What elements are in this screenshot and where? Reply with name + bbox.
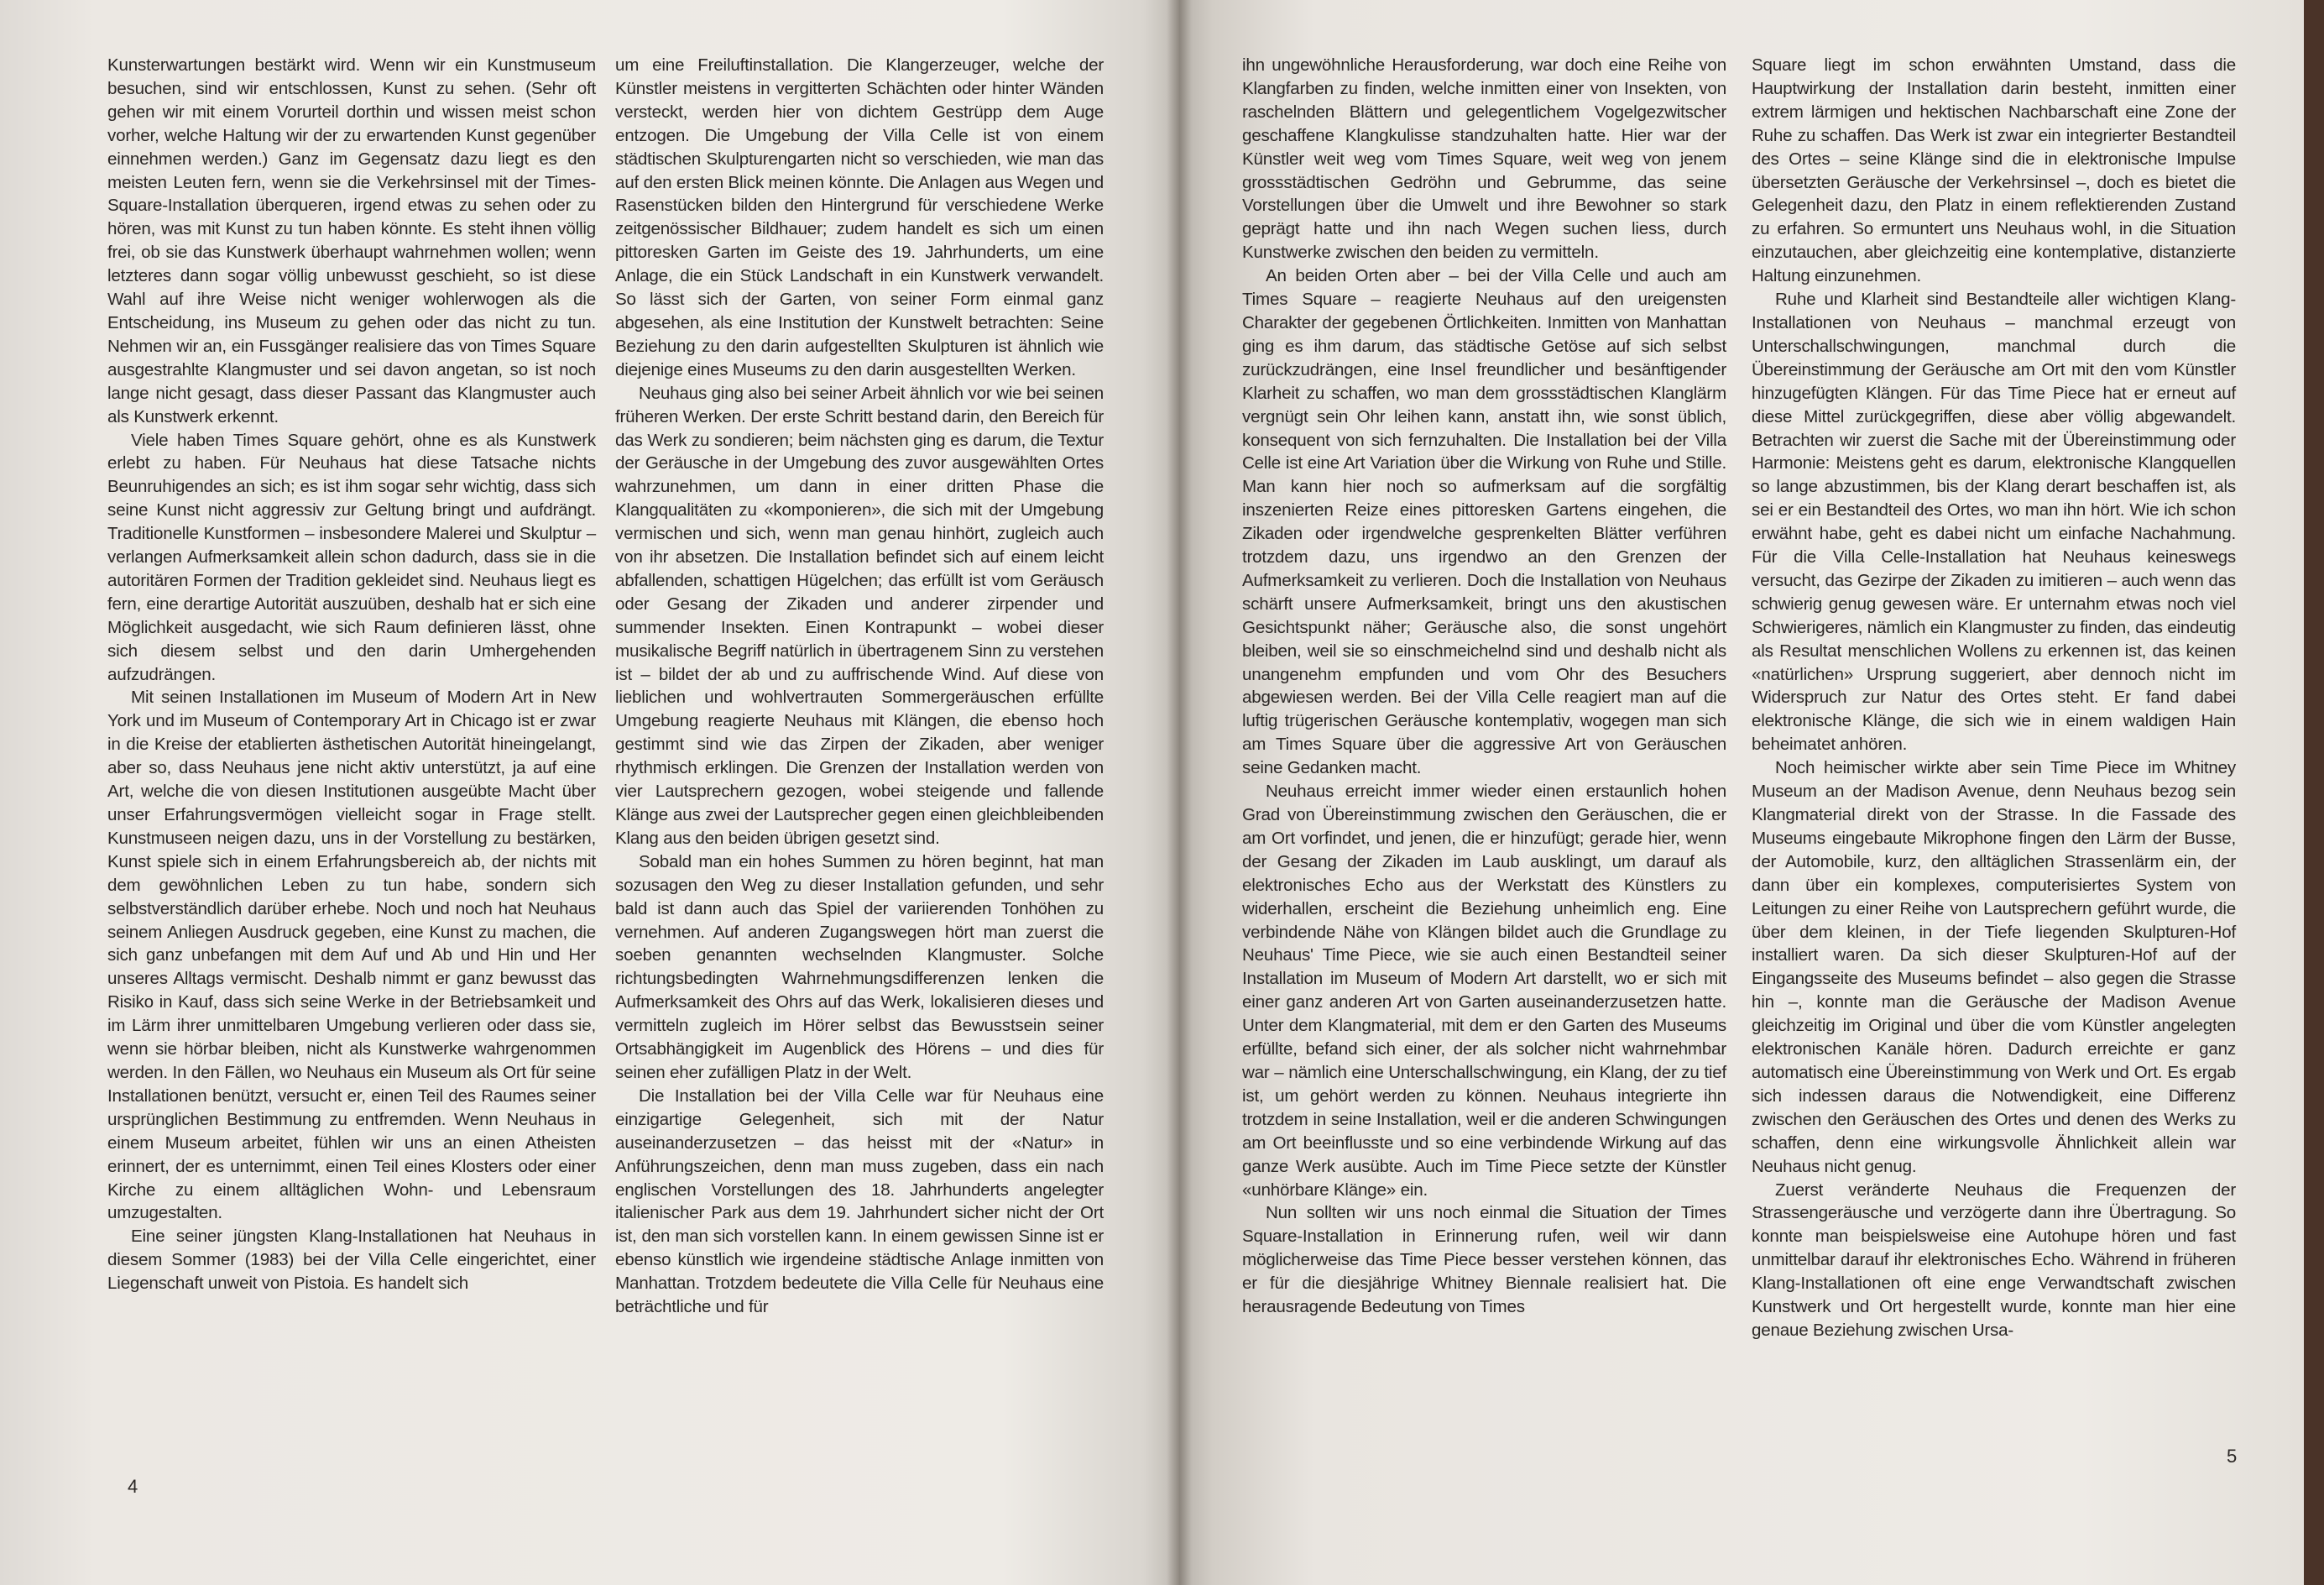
right-column-1 bbox=[1242, 54, 1726, 1319]
paragraph: Neuhaus ging also bei seiner Arbeit ähnlich vor wie bei seinen früheren Werken. Der erste Schritt bestand darin, den Bereich für das Werk zu sondieren; beim nächsten ging es darum, die Textur der Geräusche in der Umgebung des zuvor ausgewählten Ortes wahrzunehmen, um dann in einer dritten Phase die Klangqualitäten zu «komponieren», die sich mit der Umgebung vermischen und sich, wenn man genau hinhört, zugleich auch von ihr absetzen. Die Installation befindet sich auf einem leicht abfallenden, schattigen Hügelchen; das erfüllt ist vom Geräusch oder Gesang der Zikaden und anderer zirpender und summender Insekten. Einen Kontrapunkt – wobei dieser musikalische Begriff natürlich in übertragenem Sinn zu verstehen ist – bildet der ab und zu auffrischende Wind. Auf diese von lieblichen und wohlvertrauten Sommergeräuschen erfüllte Umgebung reagierte Neuhaus mit Klängen, die ebenso hoch gestimmt sind wie das Zirpen der Zikaden, aber weniger rhythmisch erklingen. Die Grenzen der Installation werden von vier Lautsprechern gezogen, wobei steigende und fallende Klänge aus zwei der Lautsprecher gegen einen gleichbleibenden Klang aus den beiden übrigen gesetzt sind. bbox=[615, 383, 1104, 848]
paragraph: Ruhe und Klarheit sind Bestandteile aller wichtigen Klang-Installationen von Neuhaus – manchmal erzeugt von Unterschallschwingungen, manchmal durch die Übereinstimmung der Geräusche am Ort mit den vom Künstler hinzugefügten Klängen. Für das Time Piece hat er erneut auf diese Mittel zurückgegriffen, diese aber völlig abgewandelt. Betrachten wir zuerst die Sache mit der Übereinstimmung oder Harmonie: Meistens geht es darum, elektronische Klangquellen so lange abzustimmen, bis der Klang derart beschaffen ist, als sei er ein Bestandteil des Ortes, wo man ihn hört. Wie ich schon erwähnt habe, geht es dabei nicht um einfache Nachahmung. Für die Villa Celle-Installation hat Neuhaus keineswegs versucht, das Gezirpe der Zikaden zu imitieren – auch wenn das schwierig genug gewesen wäre. Er unternahm etwas noch viel Schwierigeres, nämlich ein Klangmuster zu finden, das eindeutig als Resultat menschlichen Wollens zu erkennen ist, das keinen «natürlichen» Ursprung suggeriert, aber dennoch nicht im Widerspruch zur Natur des Ortes steht. Er fand dabei elektronische Klänge, die sich wie in einem waldigen Hain beheimatet anhören. bbox=[1752, 290, 2236, 755]
paragraph: Noch heimischer wirkte aber sein Time Piece im Whitney Museum an der Madison Avenue, denn Neuhaus bezog sein Klangmaterial direkt von der Strasse. In die Fassade des Museums eingebaute Mikrophone fingen den Lärm der Busse, der Automobile, kurz, den alltäglichen Strassenlärm ein, der dann über ein komplexes, computerisiertes System von Leitungen zu einer Reihe von Lautsprechern geführt wurde, die über dem kleinen, in der Tiefe liegenden Skulpturen-Hof installiert waren. Da sich dieser Skulpturen-Hof auf der Eingangsseite des Museums befindet – also gegen die Strasse hin –, konnte man die Geräusche der Madison Avenue gleichzeitig im Original und über die vom Künstler angelegten elektronischen Kanäle hören. Dadurch erreichte er ganz automatisch eine Übereinstimmung von Werk und Ort. Es ergab sich indessen daraus die Notwendigkeit, eine Differenz zwischen den Geräuschen des Ortes und denen des Werks zu schaffen, denn eine wirkungsvolle Ähnlichkeit allein war Neuhaus nicht genug. bbox=[1752, 758, 2236, 1176]
paragraph: Nun sollten wir uns noch einmal die Situation der Times Square-Installation in Erinnerung rufen, weil wir dann möglicherweise das Time Piece besser verstehen können, das er für die diesjährige Whitney Biennale realisiert hat. Die herausragende Bedeutung von Times bbox=[1242, 1203, 1726, 1317]
page-number-left: 4 bbox=[128, 1476, 138, 1497]
page-number-right: 5 bbox=[2227, 1446, 2238, 1467]
right-column-2 bbox=[1752, 54, 2236, 1342]
paragraph: Sobald man ein hohes Summen zu hören beginnt, hat man sozusagen den Weg zu dieser Installation gefunden, und sehr bald ist dann auch das Spiel der variierenden Tonhöhen zu vernehmen. Auf anderen Zugangswegen hört man zuerst die soeben genannten wechselnden Klangmuster. Solche richtungsbedingten Wahrnehmungsdifferenzen lenken die Aufmerksamkeit des Ohrs auf das Werk, lokalisieren dieses und vermitteln zugleich im Hörer selbst das Bewusstsein seiner Ortsabhängigkeit im Augenblick des Hörens – und dies für seinen eher zufälligen Platz in der Welt. bbox=[615, 851, 1104, 1082]
paragraph: Kunsterwartungen bestärkt wird. Wenn wir ein Kunstmuseum besuchen, sind wir entschlossen, Kunst zu sehen. (Sehr oft gehen wir mit einem Vorurteil dorthin und wissen meist schon vorher, welche Haltung wir der zu erwartenden Kunst gegenüber einnehmen werden.) Ganz im Gegensatz dazu liegt es den meisten Leuten fern, wenn sie die Verkehrsinsel mit der Times-Square-Installation überqueren, irgend etwas zu sehen oder zu hören, was mit Kunst zu tun haben könnte. Es steht ihnen völlig frei, ob sie das Kunstwerk überhaupt wahrnehmen wollen; wenn letzteres dann sogar völlig unbewusst geschieht, so ist diese Wahl auf ihre Weise nicht weniger wohlerwogen als die Entscheidung, ins Museum zu gehen oder das nicht zu tun. Nehmen wir an, ein Fussgänger realisiere das von Times Square ausgestrahlte Klangmuster und sei davon angetan, so ist noch lange nicht gesagt, dass dieser Passant das Klangmuster auch als Kunstwerk erkennt. bbox=[107, 55, 596, 426]
book-gutter bbox=[1167, 0, 1192, 1585]
left-column-2 bbox=[615, 54, 1104, 1319]
paragraph: Square liegt im schon erwähnten Umstand, dass die Hauptwirkung der Installation darin besteht, inmitten einer extrem lärmigen und hektischen Nachbarschaft eine Zone der Ruhe zu schaffen. Das Werk ist zwar ein integrierter Bestandteil des Ortes – seine Klänge sind die in elektronische Impulse übersetzten Geräusche der Verkehrsinsel –, doch es bietet die Gelegenheit dazu, den Platz in einem reflektierenden Zustand zu erfahren. So ermuntert uns Neuhaus wohl, in die Situation einzutauchen, aber gleichzeitig eine kontemplative, distanzierte Haltung einzunehmen. bbox=[1752, 55, 2236, 286]
left-column-1 bbox=[107, 54, 596, 1295]
paragraph: Mit seinen Installationen im Museum of Modern Art in New York und im Museum of Contemporary Art in Chicago ist er zwar in die Kreise der etablierten ästhetischen Autorität hineingelangt, aber so, dass Neuhaus jene nicht aktiv unterstützt, ja auf eine Art, welche die von diesen Institutionen ausgeübte Macht über unser Erfahrungsvermögen vielleicht sogar in Frage stellt. Kunstmuseen neigen dazu, uns in der Vorstellung zu bestärken, Kunst spiele sich in einem Erfahrungsbereich ab, der nichts mit dem gewöhnlichen Leben zu tun habe, sondern sich selbstverständlich darüber erhebe. Noch und noch hat Neuhaus seinem Anliegen Ausdruck gegeben, eine Kunst zu machen, die sich ganz unbefangen mit dem Auf und Ab und Hin und Her unseres Alltags vermischt. Deshalb nimmt er ganz bewusst das Risiko in Kauf, dass sich seine Werke in der Betriebsamkeit und im Lärm ihrer unmittelbaren Umgebung verlieren oder dass sie, wenn sie hörbar bleiben, nicht als Kunstwerke wahrgenommen werden. In den Fällen, wo Neuhaus ein Museum als Ort für seine Installationen benützt, versucht er, einen Teil des Raumes seiner ursprünglichen Bestimmung zu entfremden. Wenn Neuhaus in einem Museum arbeitet, fühlen wir uns an einen Atheisten erinnert, der es unternimmt, einen Teil eines Klosters oder einer Kirche zu einem alltäglichen Wohn- und Lebensraum umzugestalten. bbox=[107, 688, 596, 1223]
paragraph: um eine Freiluftinstallation. Die Klangerzeuger, welche der Künstler meistens in vergitterten Schächten oder hinter Wänden versteckt, werden hier von dichtem Gestrüpp dem Auge entzogen. Die Umgebung der Villa Celle ist von einem städtischen Skulpturengarten nicht so verschieden, wie man das auf den ersten Blick meinen könnte. Die Anlagen aus Wegen und Rasenstücken bilden den Hintergrund für verschiedene Werke zeitgenössischer Bildhauer; zudem handelt es sich um einen pittoresken Garten im Geiste des 19. Jahrhunderts, um eine Anlage, die ein Stück Landschaft in ein Kunstwerk verwandelt. So lässt sich der Garten, von seiner Form einmal ganz abgesehen, als eine Institution der Kunstwelt betrachten: Seine Beziehung zu den darin aufgestellten Skulpturen ist ähnlich wie diejenige eines Museums zu den darin ausgestellten Werken. bbox=[615, 55, 1104, 379]
paragraph: Viele haben Times Square gehört, ohne es als Kunstwerk erlebt zu haben. Für Neuhaus hat diese Tatsache nichts Beunruhigendes an sich; es ist ihm sogar sehr wichtig, dass sich seine Kunst nicht aggressiv zur Geltung bringt und aufdrängt. Traditionelle Kunstformen – insbesondere Malerei und Skulptur – verlangen Aufmerksamkeit allein schon dadurch, dass sie in die autoritären Formen der Tradition gekleidet sind. Neuhaus liegt es fern, eine derartige Autorität auszuüben, deshalb hat er sich eine Möglichkeit ausgedacht, wie sich Raum definieren lässt, ohne sich diesem selbst und den darin Umhergehenden aufzudrängen. bbox=[107, 430, 596, 684]
right-page bbox=[1179, 0, 2304, 1585]
paragraph: Zuerst veränderte Neuhaus die Frequenzen der Strassengeräusche und verzögerte dann ihre Übertragung. So konnte man beispielsweise eine Autohupe hören und fast unmittelbar darauf ihr elektronisches Echo. Während in früheren Klang-Installationen oft eine enge Verwandtschaft zwischen Kunstwerk und Ort hergestellt wurde, konnte man hier eine genaue Beziehung zwischen Ursa- bbox=[1752, 1180, 2236, 1340]
paragraph: Eine seiner jüngsten Klang-Installationen hat Neuhaus in diesem Sommer (1983) bei der Villa Celle eingerichtet, einer Liegenschaft unweit von Pistoia. Es handelt sich bbox=[107, 1227, 596, 1294]
paragraph: Neuhaus erreicht immer wieder einen erstaunlich hohen Grad von Übereinstimmung zwischen den Geräuschen, die er am Ort vorfindet, und jenen, die er hinzufügt; gerade hier, wenn der Gesang der Zikaden im Laub ausklingt, um darauf als elektronisches Echo aus der Werkstatt des Künstlers zu widerhallen, erscheint die Beziehung unheimlich eng. Eine verbindende Nähe von Klängen bildet auch die Grundlage zu Neuhaus' Time Piece, wie sie auch einen Bestandteil seiner Installation im Museum of Modern Art darstellt, wo er sich mit einer ganz anderen Art von Garten auseinanderzusetzen hatte. Unter dem Klangmaterial, mit dem er den Garten des Museums erfüllte, befand sich einer, der als solcher nicht wahrnehmbar war – nämlich eine Unterschallschwingung, ein Klang, der zu tief ist, um gehört werden zu können. Neuhaus integrierte ihn trotzdem in seine Installation, weil er die anderen Schwingungen am Ort beeinflusste und so eine verbindende Wirkung auf das ganze Werk ausübte. Auch im Time Piece setzte der Künstler «unhörbare Klänge» ein. bbox=[1242, 782, 1726, 1200]
paragraph: ihn ungewöhnliche Herausforderung, war doch eine Reihe von Klangfarben zu finden, welche inmitten einer von Insekten, von raschelnden Blättern und gelegentlichem Vogelgezwitscher geschaffene Klangkulisse standzuhalten hatte. Hier war der Künstler weit weg vom Times Square, weit weg von jenem grossstädtischen Gedröhn und Gebrumme, das seine Vorstellungen über die Umwelt und ihre Bewohner so stark geprägt hatte und ihn nach Wegen suchen liess, durch Kunstwerke zwischen den beiden zu vermitteln. bbox=[1242, 55, 1726, 263]
paragraph: Die Installation bei der Villa Celle war für Neuhaus eine einzigartige Gelegenheit, sich mit der Natur auseinanderzusetzen – das heisst mit der «Natur» in Anführungszeichen, denn man muss zugeben, dass ein nach englischen Vorstellungen des 18. Jahrhunderts angelegter italienischer Park aus dem 19. Jahrhundert sicher nicht der Ort ist, den man sich vorstellen kann. In einem gewissen Sinne ist er ebenso künstlich wie irgendeine städtische Anlage inmitten von Manhattan. Trotzdem bedeutete die Villa Celle für Neuhaus eine beträchtliche und für bbox=[615, 1085, 1104, 1317]
paragraph: An beiden Orten aber – bei der Villa Celle und auch am Times Square – reagierte Neuhaus auf den ureigensten Charakter der gegebenen Örtlichkeiten. Inmitten von Manhattan ging es ihm darum, das städtische Getöse auf sich selbst zurückzudrängen, eine Insel freundlicher und besänftigender Klarheit zu schaffen, wo man dem grossstädtischen Klanglärm vergnügt sein Ohr leihen kann, anstatt ihn, wie sonst üblich, konsequent von sich fernzuhalten. Die Installation bei der Villa Celle ist eine Art Variation über die Wirkung von Ruhe und Stille. Man kann hier noch so aufmerksam auf die sorgfältig inszenierten Reize eines pittoresken Gartens eingehen, die Zikaden oder irgendwelche gesprenkelten Blätter verführen trotzdem dazu, uns irgendwo an den Grenzen der Aufmerksamkeit zu verlieren. Doch die Installation von Neuhaus schärft unsere Aufmerksamkeit, bringt uns den akustischen Gesichtspunkt näher; Geräusche also, die sonst ungehört bleiben, weil sie so einschmeichelnd sind und deshalb nicht als unangenehm empfunden und vom Ohr des Besuchers abgewiesen werden. Bei der Villa Celle reagiert man auf die luftig trügerischen Geräusche kontemplativ, wogegen man sich am Times Square über die aggressive Art von Geräuschen seine Gedanken macht. bbox=[1242, 266, 1726, 778]
